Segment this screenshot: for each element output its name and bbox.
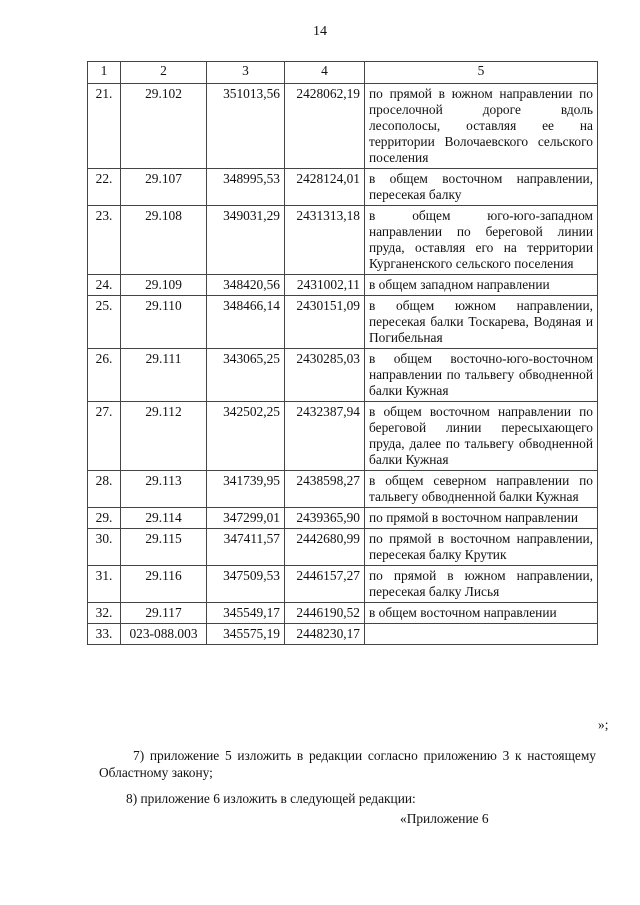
page-number: 14 <box>313 24 327 39</box>
table-row <box>88 508 598 529</box>
table-row <box>88 402 598 471</box>
point-code: 29.109 <box>121 275 207 296</box>
boundary-description: по прямой в восточном направлении <box>365 508 598 529</box>
coord-x: 343065,25 <box>207 349 285 402</box>
row-number: 22. <box>88 169 121 206</box>
row-number: 33. <box>88 624 121 645</box>
coord-x: 351013,56 <box>207 84 285 169</box>
boundary-description <box>365 624 598 645</box>
annex-heading: «Приложение 6 <box>400 811 489 826</box>
boundary-description: в общем восточном направлении по береговой линии пересыхающего пруда, далее по тальвегу обводненной балки Кужная <box>365 402 598 471</box>
table-row <box>88 84 598 169</box>
table-row <box>88 169 598 206</box>
boundary-description: в общем восточном направлении <box>365 603 598 624</box>
coord-y: 2428062,19 <box>285 84 365 169</box>
coord-x: 349031,29 <box>207 206 285 275</box>
coord-y: 2430151,09 <box>285 296 365 349</box>
boundary-points-table <box>87 61 598 645</box>
coord-y: 2431002,11 <box>285 275 365 296</box>
table-row <box>88 566 598 603</box>
point-code: 29.117 <box>121 603 207 624</box>
table-row <box>88 471 598 508</box>
coord-y: 2431313,18 <box>285 206 365 275</box>
point-code: 29.115 <box>121 529 207 566</box>
coord-x: 347299,01 <box>207 508 285 529</box>
row-number: 21. <box>88 84 121 169</box>
coord-x: 347509,53 <box>207 566 285 603</box>
table-row <box>88 624 598 645</box>
header-col-2: 2 <box>121 62 207 84</box>
row-number: 26. <box>88 349 121 402</box>
closing-quote: »; <box>598 717 609 732</box>
boundary-description: по прямой в южном направлении, пересекая балку Лисья <box>365 566 598 603</box>
boundary-description: по прямой в восточном направлении, пересекая балку Крутик <box>365 529 598 566</box>
header-col-1: 1 <box>88 62 121 84</box>
coord-y: 2432387,94 <box>285 402 365 471</box>
coord-x: 348420,56 <box>207 275 285 296</box>
coord-y: 2446157,27 <box>285 566 365 603</box>
coord-y: 2448230,17 <box>285 624 365 645</box>
coord-x: 348466,14 <box>207 296 285 349</box>
coord-x: 348995,53 <box>207 169 285 206</box>
coord-x: 345575,19 <box>207 624 285 645</box>
point-code: 29.112 <box>121 402 207 471</box>
row-number: 29. <box>88 508 121 529</box>
table-row <box>88 529 598 566</box>
table-header-row <box>88 62 598 84</box>
coord-y: 2428124,01 <box>285 169 365 206</box>
coord-x: 345549,17 <box>207 603 285 624</box>
coord-y: 2438598,27 <box>285 471 365 508</box>
coord-y: 2442680,99 <box>285 529 365 566</box>
table-row <box>88 296 598 349</box>
table-row <box>88 603 598 624</box>
paragraph-7 <box>99 747 596 781</box>
coord-x: 347411,57 <box>207 529 285 566</box>
row-number: 31. <box>88 566 121 603</box>
point-code: 29.113 <box>121 471 207 508</box>
header-col-5: 5 <box>365 62 598 84</box>
row-number: 25. <box>88 296 121 349</box>
row-number: 23. <box>88 206 121 275</box>
coord-x: 341739,95 <box>207 471 285 508</box>
coord-y: 2430285,03 <box>285 349 365 402</box>
header-col-3: 3 <box>207 62 285 84</box>
boundary-description: по прямой в южном направлении по проселочной дороге вдоль лесополосы, оставляя ее на территории Волочаевского сельского поселения <box>365 84 598 169</box>
boundary-description: в общем юго-юго-западном направлении по береговой линии пруда, оставляя его на территории Курганенского сельского поселения <box>365 206 598 275</box>
paragraph-7-text: 7) приложение 5 изложить в редакции согласно приложению 3 к настоящему Областному закону; <box>99 748 596 780</box>
row-number: 30. <box>88 529 121 566</box>
point-code: 29.108 <box>121 206 207 275</box>
coord-y: 2446190,52 <box>285 603 365 624</box>
coord-x: 342502,25 <box>207 402 285 471</box>
point-code: 29.111 <box>121 349 207 402</box>
boundary-description: в общем восточно-юго-восточном направлении по тальвегу обводненной балки Кужная <box>365 349 598 402</box>
row-number: 24. <box>88 275 121 296</box>
table-row <box>88 275 598 296</box>
boundary-description: в общем южном направлении, пересекая балки Тоскарева, Водяная и Погибельная <box>365 296 598 349</box>
point-code: 29.102 <box>121 84 207 169</box>
point-code: 29.114 <box>121 508 207 529</box>
point-code: 023-088.003 <box>121 624 207 645</box>
coord-y: 2439365,90 <box>285 508 365 529</box>
point-code: 29.116 <box>121 566 207 603</box>
row-number: 32. <box>88 603 121 624</box>
row-number: 28. <box>88 471 121 508</box>
table-row <box>88 206 598 275</box>
point-code: 29.110 <box>121 296 207 349</box>
table-row <box>88 349 598 402</box>
row-number: 27. <box>88 402 121 471</box>
point-code: 29.107 <box>121 169 207 206</box>
boundary-description: в общем северном направлении по тальвегу обводненной балки Кужная <box>365 471 598 508</box>
header-col-4: 4 <box>285 62 365 84</box>
paragraph-8 <box>99 790 596 807</box>
boundary-description: в общем западном направлении <box>365 275 598 296</box>
boundary-description: в общем восточном направлении, пересекая балку <box>365 169 598 206</box>
paragraph-8-text: 8) приложение 6 изложить в следующей редакции: <box>126 791 416 806</box>
